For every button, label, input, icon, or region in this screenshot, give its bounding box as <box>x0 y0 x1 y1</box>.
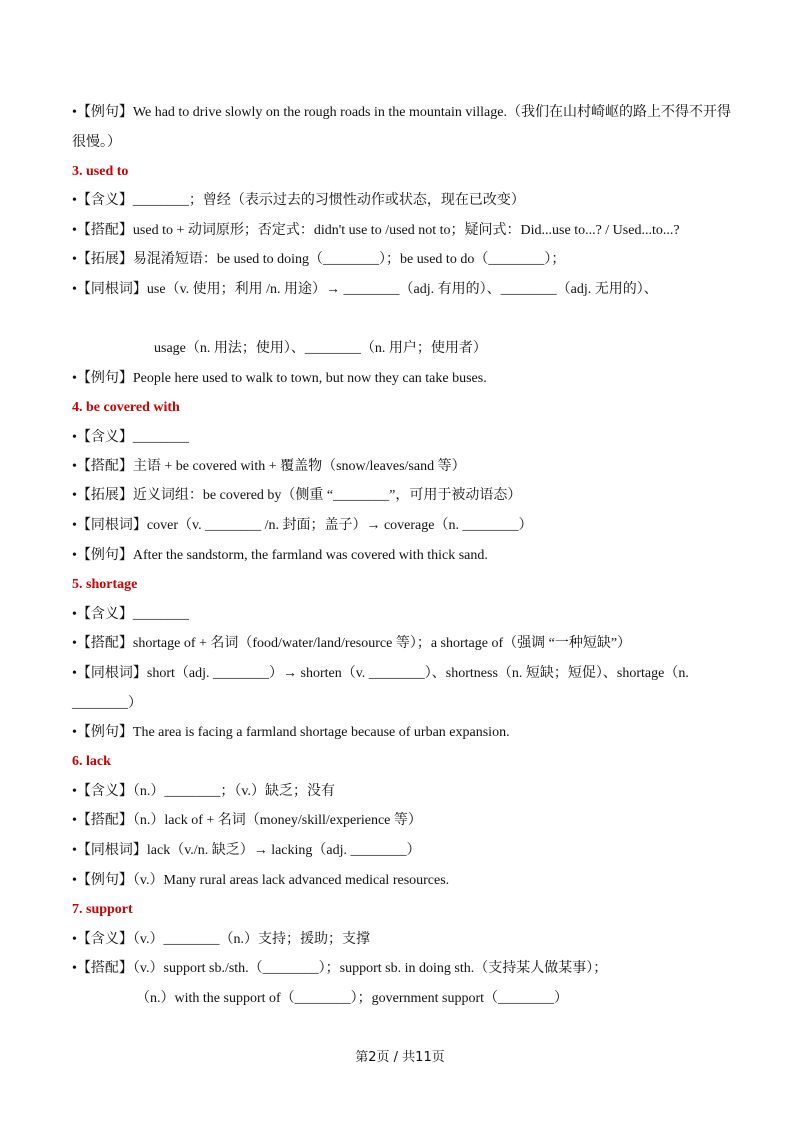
example-sentence-rough-roads: •【例句】We had to drive slowly on the rough roads in the mountain village.（我们在山村崎岖的路上不得不开得很慢。） <box>72 105 731 150</box>
heading-lack: 6. lack <box>72 754 111 769</box>
example-covered-with: •【例句】After the sandstorm, the farmland was covered with thick sand. <box>72 548 488 563</box>
collocation-be-covered-with: •【搭配】主语 + be covered with + 覆盖物（snow/leaves/sand 等） <box>72 459 466 474</box>
heading-used-to: 3. used to <box>72 164 129 179</box>
page-number-footer: 第2页 / 共11页 <box>355 1050 445 1065</box>
collocation-used-to: •【搭配】used to + 动词原形；否定式：didn't use to /used not to；疑问式：Did...use to...? / Used...to...? <box>72 223 680 238</box>
cognates-cover: •【同根词】cover（v. ________ /n. 封面；盖子）→ coverage（n. ________） <box>72 518 533 533</box>
meaning-support: •【含义】（v.）________（n.）支持；援助；支撑 <box>72 932 370 947</box>
cognates-short: •【同根词】short（adj. ________）→ shorten（v. ________）、shortness（n. 短缺；短促）、shortage（n. ________） <box>72 666 689 711</box>
cognates-lack: •【同根词】lack（v./n. 缺乏）→ lacking（adj. ________） <box>72 843 421 858</box>
cognates-use: •【同根词】use（v. 使用；利用 /n. 用途）→ ________（adj. 有用的）、________（adj. 无用的）、 <box>72 282 658 297</box>
collocation-lack: •【搭配】（n.）lack of + 名词（money/skill/experience 等） <box>72 813 422 828</box>
meaning-be-covered-with: •【含义】________ <box>72 430 189 445</box>
meaning-shortage: •【含义】________ <box>72 607 189 622</box>
heading-support: 7. support <box>72 902 133 917</box>
meaning-lack: •【含义】（n.）________；（v.）缺乏；没有 <box>72 784 335 799</box>
extension-used-to: •【拓展】易混淆短语：be used to doing（________）；be used to do（________）； <box>72 252 566 267</box>
meaning-used-to: •【含义】________；曾经（表示过去的习惯性动作或状态，现在已改变） <box>72 193 525 208</box>
collocation-shortage: •【搭配】shortage of + 名词（food/water/land/resource 等）；a shortage of（强调 “一种短缺”） <box>72 636 632 651</box>
cognates-usage: usage（n. 用法；使用）、________（n. 用户；使用者） <box>154 341 487 356</box>
collocation-support-verb: •【搭配】（v.）support sb./sth.（________）；support sb. in doing sth.（支持某人做某事）； <box>72 961 608 976</box>
extension-be-covered-by: •【拓展】近义词组：be covered by（侧重 “________”，可用于被动语态） <box>72 488 522 503</box>
collocation-support-noun: （n.）with the support of（________）；government support（________） <box>136 991 569 1006</box>
heading-be-covered-with: 4. be covered with <box>72 400 180 415</box>
heading-shortage: 5. shortage <box>72 577 138 592</box>
example-lack: •【例句】（v.）Many rural areas lack advanced medical resources. <box>72 873 450 888</box>
example-used-to: •【例句】People here used to walk to town, but now they can take buses. <box>72 371 487 386</box>
example-shortage: •【例句】The area is facing a farmland shortage because of urban expansion. <box>72 725 510 740</box>
